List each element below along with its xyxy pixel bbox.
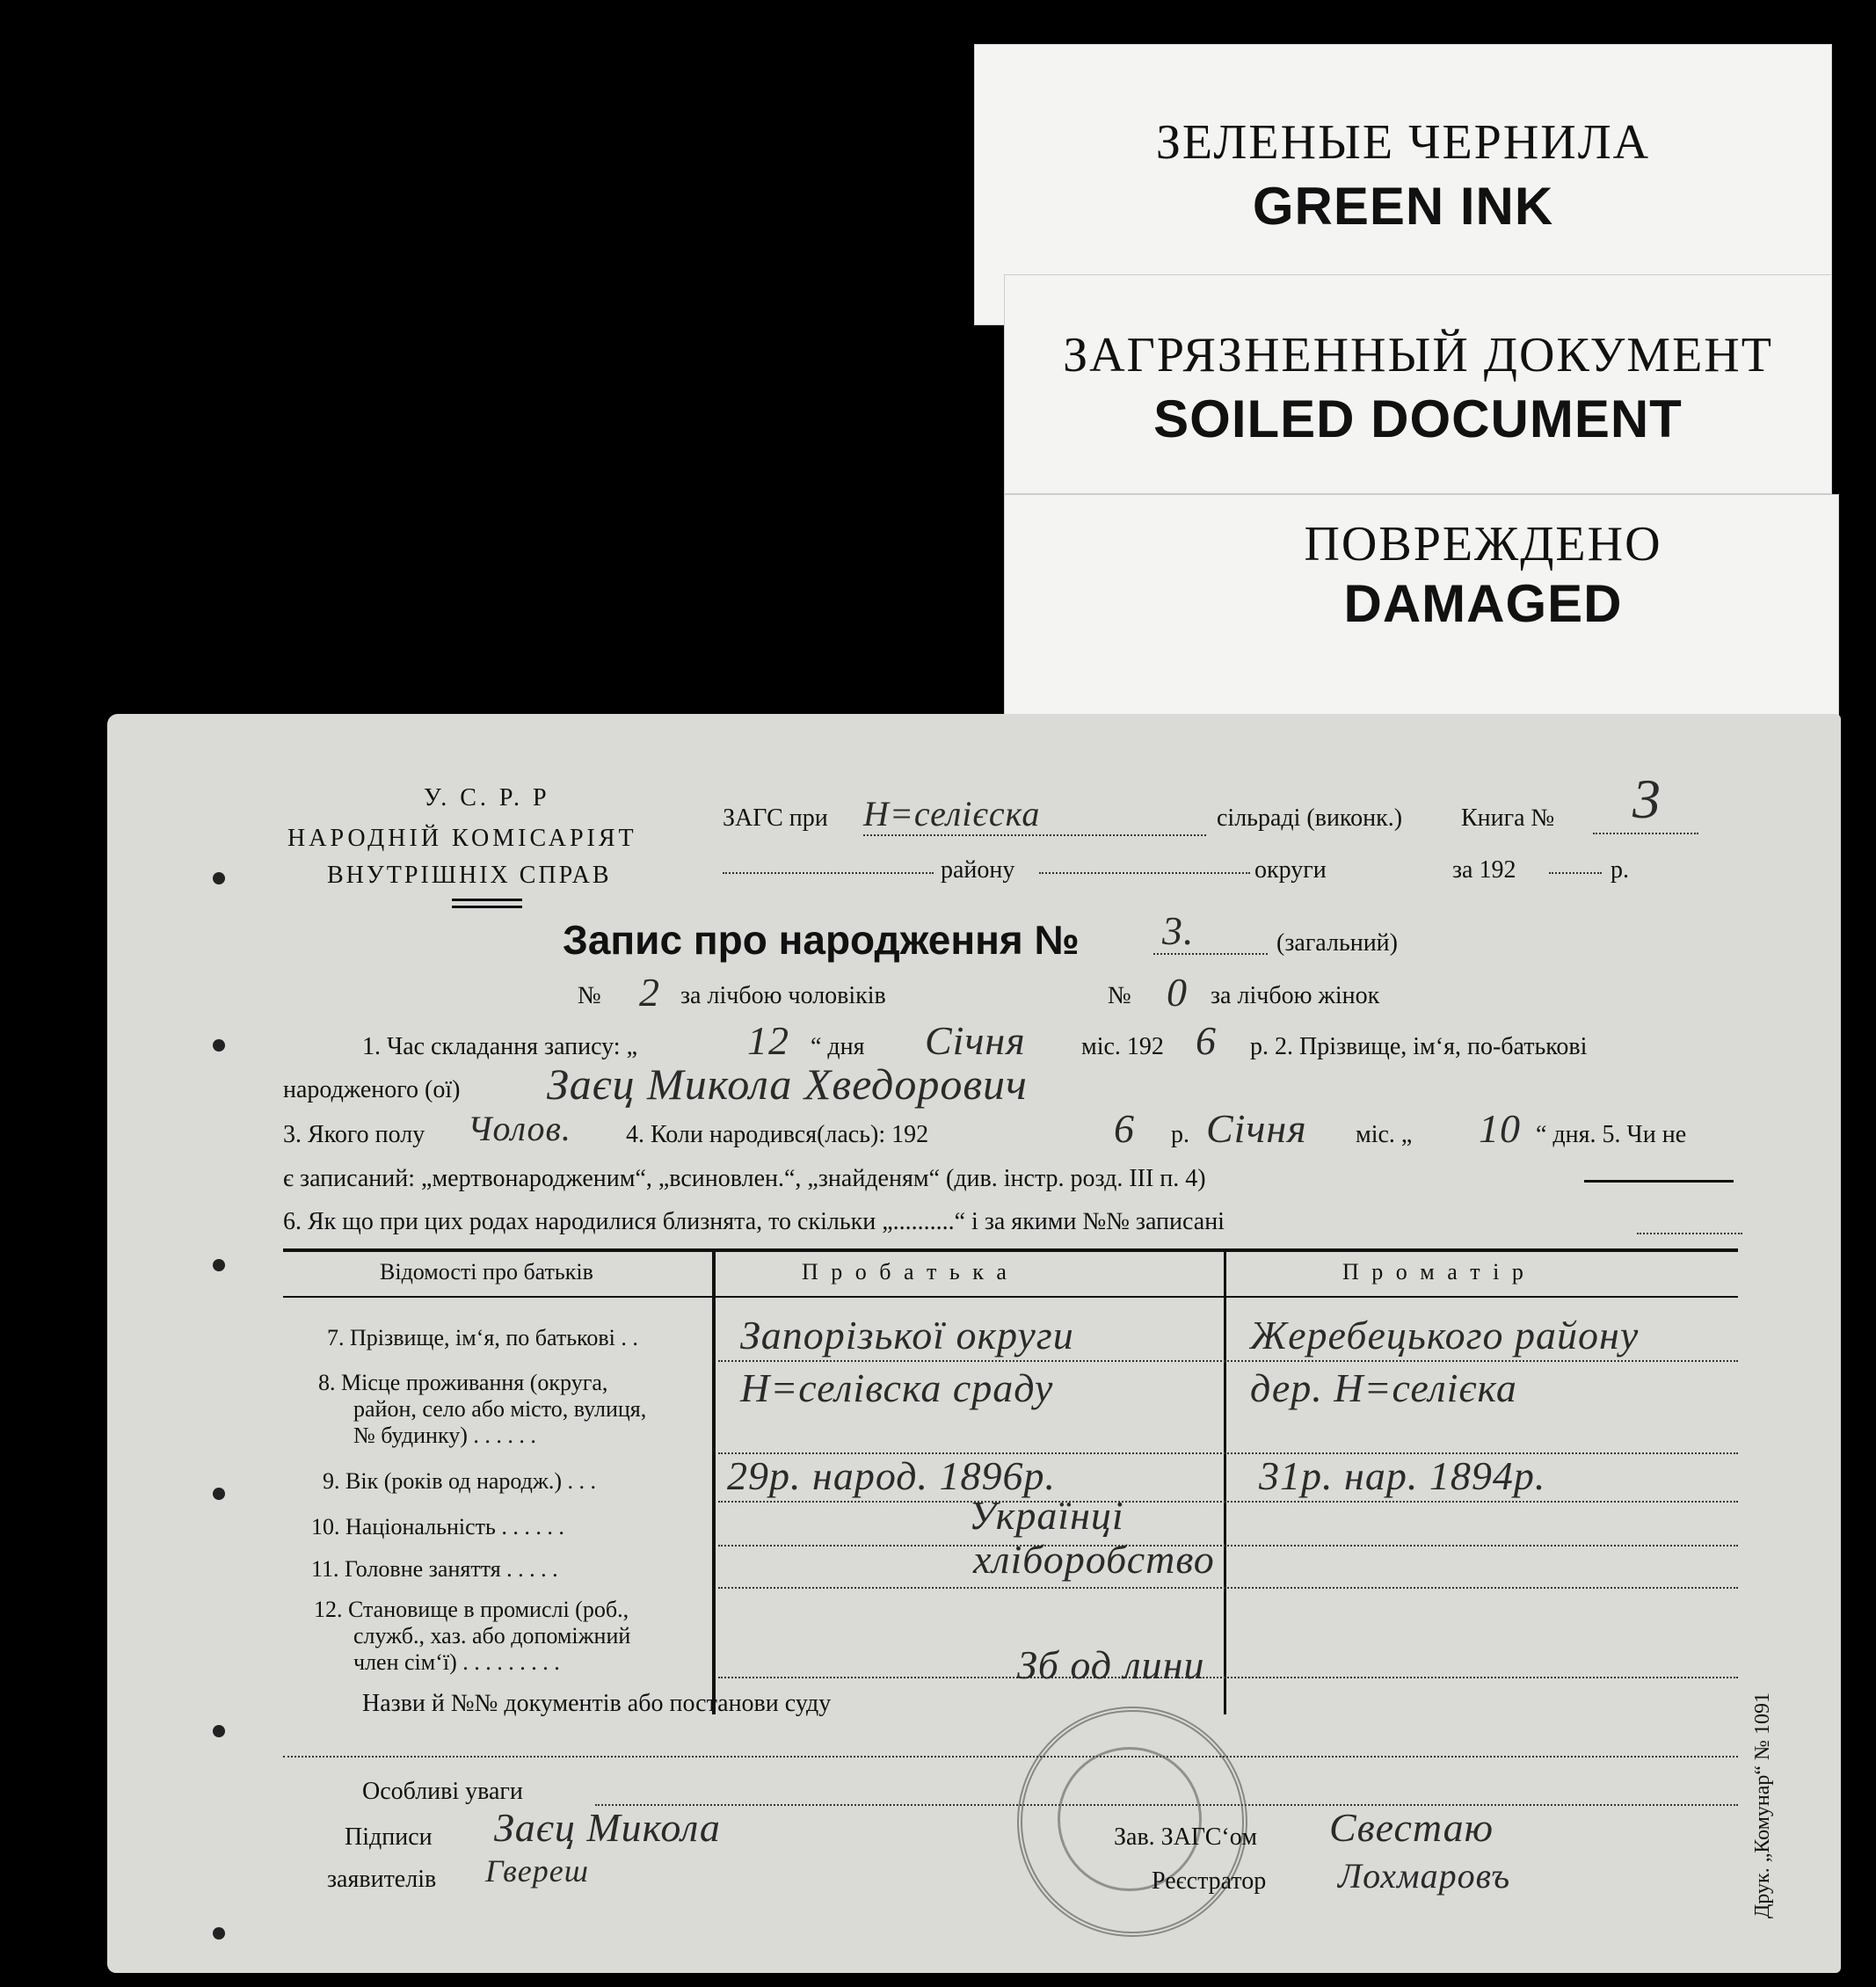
punch-hole	[213, 1725, 225, 1737]
soiled-russian-text: ЗАГРЯЗНЕННЫЙ ДОКУМЕНТ	[1063, 328, 1773, 382]
damaged-label-card	[1004, 494, 1839, 716]
table-row-line	[718, 1587, 1738, 1589]
mother-place-handwritten: дер. Н=селієка	[1250, 1365, 1517, 1410]
birth-year-digit-handwritten: 6	[1114, 1106, 1135, 1151]
mother-name-handwritten: Жеребецького району	[1250, 1313, 1640, 1357]
line3-label-d: міс. „	[1356, 1121, 1413, 1148]
line5-blank	[1637, 1233, 1742, 1234]
punch-hole	[213, 1039, 225, 1052]
birth-record-form	[107, 714, 1841, 1973]
punch-hole	[213, 1927, 225, 1940]
punch-hole	[213, 872, 225, 884]
commissariat-line-2: ВНУТРІШНІХ СПРАВ	[327, 862, 612, 889]
line2-label: народженого (ої)	[283, 1076, 461, 1103]
record-title: Запис про народження №	[563, 917, 1080, 963]
zags-suffix: сільраді (виконк.)	[1217, 804, 1403, 832]
row-residence-label-2: район, село або місто, вулиця,	[353, 1396, 647, 1422]
documents-line	[283, 1756, 1738, 1758]
year-suffix: р.	[1611, 856, 1629, 884]
female-count-no-sign: №	[1108, 982, 1131, 1009]
book-label: Книга №	[1461, 804, 1555, 832]
year-prefix: за 192	[1452, 856, 1516, 884]
birth-day-handwritten: 10	[1479, 1106, 1521, 1151]
occupation-handwritten: хліборобство	[973, 1537, 1215, 1582]
mother-age-handwritten: 31р. нар. 1894р.	[1259, 1453, 1546, 1498]
okruhy-line	[1039, 872, 1250, 874]
rayon-label: району	[941, 856, 1015, 884]
table-col1-header: Відомості про батьків	[380, 1259, 593, 1285]
printer-imprint: Друк. „Комунар“ № 1091	[1751, 1692, 1774, 1918]
record-month-handwritten: Січня	[925, 1018, 1026, 1063]
commissariat-line-1: НАРОДНІЙ КОМІСАРІЯТ	[287, 825, 637, 852]
table-column-rule	[1224, 1248, 1226, 1714]
row-position-label-2: служб., хаз. або допоміжний	[353, 1623, 631, 1649]
male-count-handwritten: 2	[639, 970, 660, 1015]
line4-label: є записаний: „мертвонародженим“, „всиновлен.“, „знайденям“ (див. інстр. розд. III п. 4)	[283, 1165, 1206, 1192]
table-row-line	[718, 1677, 1738, 1678]
row-name-label: 7. Прізвище, ім‘я, по батькові . .	[327, 1325, 638, 1350]
line4-dash	[1584, 1180, 1734, 1183]
damaged-english-text: DAMAGED	[1343, 574, 1623, 633]
damaged-russian-text: ПОВРЕЖДЕНО	[1304, 517, 1662, 571]
line1-label-a: 1. Час складання запису: „	[362, 1033, 637, 1060]
row-residence-label-1: 8. Місце проживання (округа,	[318, 1370, 608, 1395]
applicant-signature-2: Гвереш	[485, 1853, 589, 1889]
row-occupation-label: 11. Головне заняття . . . . .	[311, 1556, 558, 1582]
applicant-signature: Заєц Микола	[494, 1805, 721, 1850]
table-col2-header: П р о б а т ь к а	[802, 1259, 1010, 1285]
line3-label-e: “ дня. 5. Чи не	[1536, 1121, 1687, 1148]
record-year-digit-handwritten: 6	[1196, 1018, 1217, 1063]
record-day-handwritten: 12	[747, 1018, 789, 1063]
table-header-rule	[283, 1296, 1738, 1298]
sex-handwritten: Чолов.	[468, 1109, 571, 1148]
okruhy-label: округи	[1254, 856, 1327, 884]
documents-label: Назви й №№ документів або постанови суду	[362, 1690, 832, 1717]
line3-label-b: 4. Коли народився(лась): 192	[626, 1121, 929, 1148]
row-position-label-1: 12. Становище в промислі (роб.,	[314, 1597, 629, 1622]
child-name-handwritten: Заєц Микола Хведорович	[547, 1059, 1028, 1109]
male-count-label: за лічбою чоловіків	[680, 982, 886, 1009]
table-row-line	[718, 1545, 1738, 1547]
nationality-handwritten: Українці	[969, 1493, 1124, 1538]
green-ink-english-text: GREEN INK	[1252, 177, 1554, 236]
punch-hole	[213, 1259, 225, 1271]
zags-head-label: Зав. ЗАГС‘ом	[1114, 1823, 1257, 1851]
registrar-label: Реєстратор	[1152, 1867, 1267, 1895]
female-count-handwritten: 0	[1167, 970, 1188, 1015]
header-underline	[452, 899, 522, 901]
male-count-no-sign: №	[578, 982, 601, 1009]
row-position-label-3: член сім‘ї) . . . . . . . . .	[353, 1649, 560, 1675]
record-number-handwritten: 3.	[1162, 908, 1195, 953]
republic-header: У. С. Р. Р	[424, 784, 550, 812]
book-number-line	[1593, 833, 1698, 834]
year-line	[1549, 872, 1602, 874]
table-top-rule	[283, 1248, 1738, 1252]
table-row-line	[718, 1360, 1738, 1362]
father-place-handwritten: Н=селівска сраду	[740, 1365, 1054, 1410]
notes-label: Особливі уваги	[362, 1778, 523, 1805]
zags-prefix: ЗАГС при	[723, 804, 828, 832]
female-count-label: за лічбою жінок	[1211, 982, 1380, 1009]
line1-label-c: міс. 192	[1081, 1033, 1164, 1060]
table-col3-header: П р о м а т і р	[1342, 1259, 1527, 1285]
zags-village-handwritten: Н=селієска	[863, 793, 1206, 836]
row-nationality-label: 10. Національність . . . . . .	[311, 1514, 564, 1539]
father-name-handwritten: Запорізької округи	[740, 1313, 1074, 1357]
line5-label: 6. Як що при цих родах народилися близнята, то скільки „..........“ і за якими №№ записані	[283, 1208, 1225, 1235]
table-column-rule	[712, 1248, 716, 1714]
green-ink-russian-text: ЗЕЛЕНЫЕ ЧЕРНИЛА	[1155, 115, 1651, 170]
record-general-label: (загальний)	[1276, 929, 1398, 957]
line3-label-a: 3. Якого полу	[283, 1121, 425, 1148]
registrar-signature: Лохмаровъ	[1338, 1856, 1511, 1896]
position-handwritten: Зб од лини	[1017, 1642, 1205, 1687]
soiled-english-text: SOILED DOCUMENT	[1153, 389, 1683, 448]
table-row-line	[718, 1501, 1738, 1503]
book-number-handwritten: 3	[1632, 768, 1661, 830]
row-residence-label-3: № будинку) . . . . . .	[353, 1423, 536, 1448]
row-age-label: 9. Вік (років од народж.) . . .	[323, 1468, 597, 1494]
soiled-document-label-card	[1004, 274, 1832, 494]
father-age-handwritten: 29р. народ. 1896р.	[727, 1453, 1056, 1498]
birth-month-handwritten: Січня	[1206, 1106, 1307, 1151]
signatures-label-2: заявителів	[327, 1866, 437, 1893]
official-seal-stamp	[1017, 1707, 1247, 1937]
rayon-line	[723, 872, 934, 874]
punch-hole	[213, 1488, 225, 1500]
signatures-label-1: Підписи	[345, 1823, 433, 1851]
record-number-line	[1153, 953, 1268, 955]
line1-label-b: “ дня	[811, 1033, 865, 1060]
header-underline	[452, 906, 522, 908]
line3-label-c: р.	[1171, 1121, 1189, 1148]
zags-head-signature: Свестаю	[1329, 1805, 1494, 1850]
line1-label-d: р. 2. Прізвище, ім‘я, по-батькові	[1250, 1033, 1588, 1060]
